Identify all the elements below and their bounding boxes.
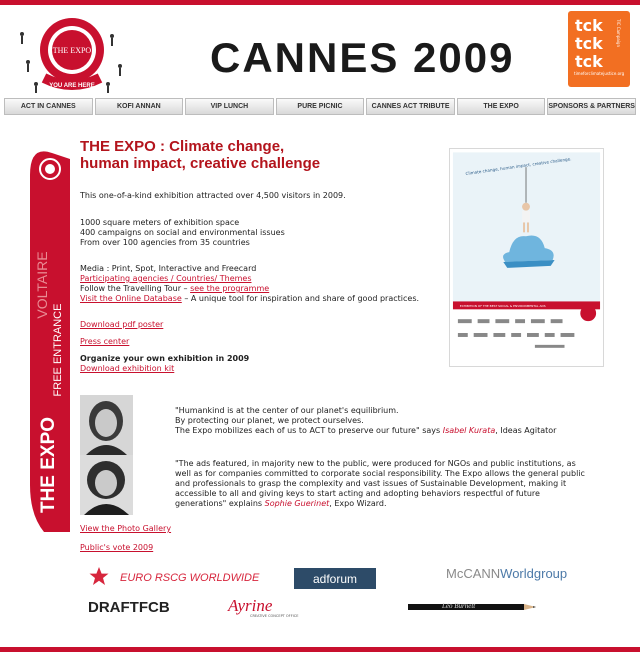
fact-item: 400 campaigns on social and environmental issues	[80, 228, 285, 237]
euro-rscg-text: EURO RSCG WORLDWIDE	[120, 572, 260, 584]
media-text: Media : Print, Spot, Interactive and Freecard	[80, 264, 257, 273]
sophie-guerinet-name[interactable]: Sophie Guerinet	[264, 499, 330, 508]
leo-burnett-signature: Léo Burnett	[442, 602, 476, 610]
participating-agencies-link[interactable]: Participating agencies / Countries/ Themes	[80, 274, 252, 283]
isabel-kurata-name[interactable]: Isabel Kurata	[442, 426, 496, 435]
content-heading	[80, 138, 440, 172]
quote2-line: and professionals to grasp the complexity and vast issues of Sustainable Development, making it	[175, 479, 567, 488]
online-database-link[interactable]: Visit the Online Database	[80, 294, 182, 303]
top-border	[0, 0, 640, 5]
press-center-link[interactable]: Press center	[80, 337, 130, 346]
nav-the-expo[interactable]: THE EXPO	[457, 98, 546, 115]
intro-text: This one-of-a-kind exhibition attracted over 4,500 visitors in 2009.	[80, 191, 346, 200]
tour-prefix: Follow the Travelling Tour –	[80, 284, 191, 293]
download-poster-link[interactable]: Download pdf poster	[80, 320, 164, 329]
adforum-text: adforum	[312, 571, 358, 586]
fact-item: 1000 square meters of exhibition space	[80, 218, 240, 227]
banner-free-entrance: FREE ENTRANCE	[52, 303, 64, 397]
nav-sponsors-partners[interactable]: SPONSORS & PARTNERS	[547, 98, 636, 115]
tck-line: tck	[575, 16, 603, 35]
see-programme-link[interactable]: see the programme	[190, 284, 270, 293]
nav-act-in-cannes[interactable]: ACT IN CANNES	[4, 98, 93, 115]
nav-pure-picnic[interactable]: PURE PICNIC	[276, 98, 365, 115]
the-expo-side-banner	[30, 145, 70, 532]
star-icon	[88, 566, 110, 586]
travelling-tour-line	[80, 284, 269, 294]
expo-logo-text: THE EXPO	[52, 46, 92, 55]
poster-tagline: Climate change, human impact, creative challenge.	[465, 156, 572, 177]
quote1-last-line	[175, 426, 556, 436]
photo-gallery-link[interactable]: View the Photo Gallery	[80, 524, 172, 533]
ayrine-sub-text: CREATIVE CONCEPT OFFICE	[250, 614, 299, 618]
leo-burnett-pencil-logo[interactable]	[408, 602, 540, 612]
worldgroup-text: Worldgroup	[500, 566, 568, 581]
the-expo-logo	[14, 14, 130, 94]
quote1-role: , Ideas Agitator	[495, 426, 557, 435]
poster-bottom-text: EXHIBITION OF THE BEST SOCIAL & ENVIRONMENTAL ADS	[459, 303, 546, 308]
portrait-sophie-guerinet	[80, 455, 133, 515]
banner-the-expo: THE EXPO	[38, 416, 59, 514]
quote1-text: The Expo mobilizes each of us to ACT to preserve our future" says	[175, 426, 443, 435]
organize-title: Organize your own exhibition in 2009	[80, 354, 250, 363]
ayrine-logo[interactable]	[224, 596, 324, 620]
expo-logo-sub: YOU ARE HERE	[49, 83, 95, 89]
main-nav	[4, 98, 636, 115]
tck-bottom-text: timeforclimatejustice.org	[574, 71, 625, 76]
expo-poster-image[interactable]	[449, 148, 604, 367]
bottom-border	[0, 647, 640, 652]
database-suffix: – A unique tool for inspiration and share of good practices.	[181, 294, 420, 303]
ayrine-text: Ayrine	[228, 596, 273, 615]
mccann-worldgroup-logo[interactable]	[446, 566, 581, 586]
quote2-role: , Expo Wizard.	[329, 499, 387, 508]
public-vote-link[interactable]: Public's vote 2009	[80, 543, 154, 552]
adforum-logo[interactable]	[294, 568, 376, 589]
heading-line: THE EXPO : Climate change,	[80, 138, 285, 155]
download-kit-link[interactable]: Download exhibition kit	[80, 364, 175, 373]
page-title: CANNES 2009	[210, 34, 515, 81]
tck-side-text: TIC Campaign	[616, 19, 621, 48]
nav-kofi-annan[interactable]: KOFI ANNAN	[95, 98, 184, 115]
quote2-line: "The ads featured, in majority new to the public, were produced for NGOs and public institutions, as	[175, 459, 576, 468]
tck-line: tck	[575, 34, 603, 53]
quote2-line: well as for companies committed to corporate social responsibility. The Expo allows the general public	[175, 469, 585, 478]
quote2-line: accessible to all and giving keys to start acting and adopting behaviors respectful of future	[175, 489, 540, 498]
quote1-line: By protecting our planet, we protect ourselves.	[175, 416, 364, 425]
nav-cannes-act-tribute[interactable]: CANNES ACT TRIBUTE	[366, 98, 455, 115]
quote1-line: "Humankind is at the center of our planet's equilibrium.	[175, 406, 399, 415]
fact-item: From over 100 agencies from 35 countries	[80, 238, 250, 247]
quote2-text: generations" explains	[175, 499, 265, 508]
heading-line: human impact, creative challenge	[80, 155, 321, 172]
database-line	[80, 294, 419, 304]
nav-vip-lunch[interactable]: VIP LUNCH	[185, 98, 274, 115]
quote2-last-line	[175, 499, 386, 509]
tck-tck-tck-logo[interactable]	[568, 11, 630, 87]
banner-back-text: VOLTAIRE	[34, 251, 50, 319]
portrait-isabel-kurata	[80, 395, 133, 455]
euro-rscg-logo[interactable]	[88, 566, 260, 588]
draftfcb-logo[interactable]: DRAFTFCB	[88, 599, 170, 616]
mccann-text: McCANN	[446, 566, 501, 581]
tck-line: tck	[575, 52, 603, 71]
